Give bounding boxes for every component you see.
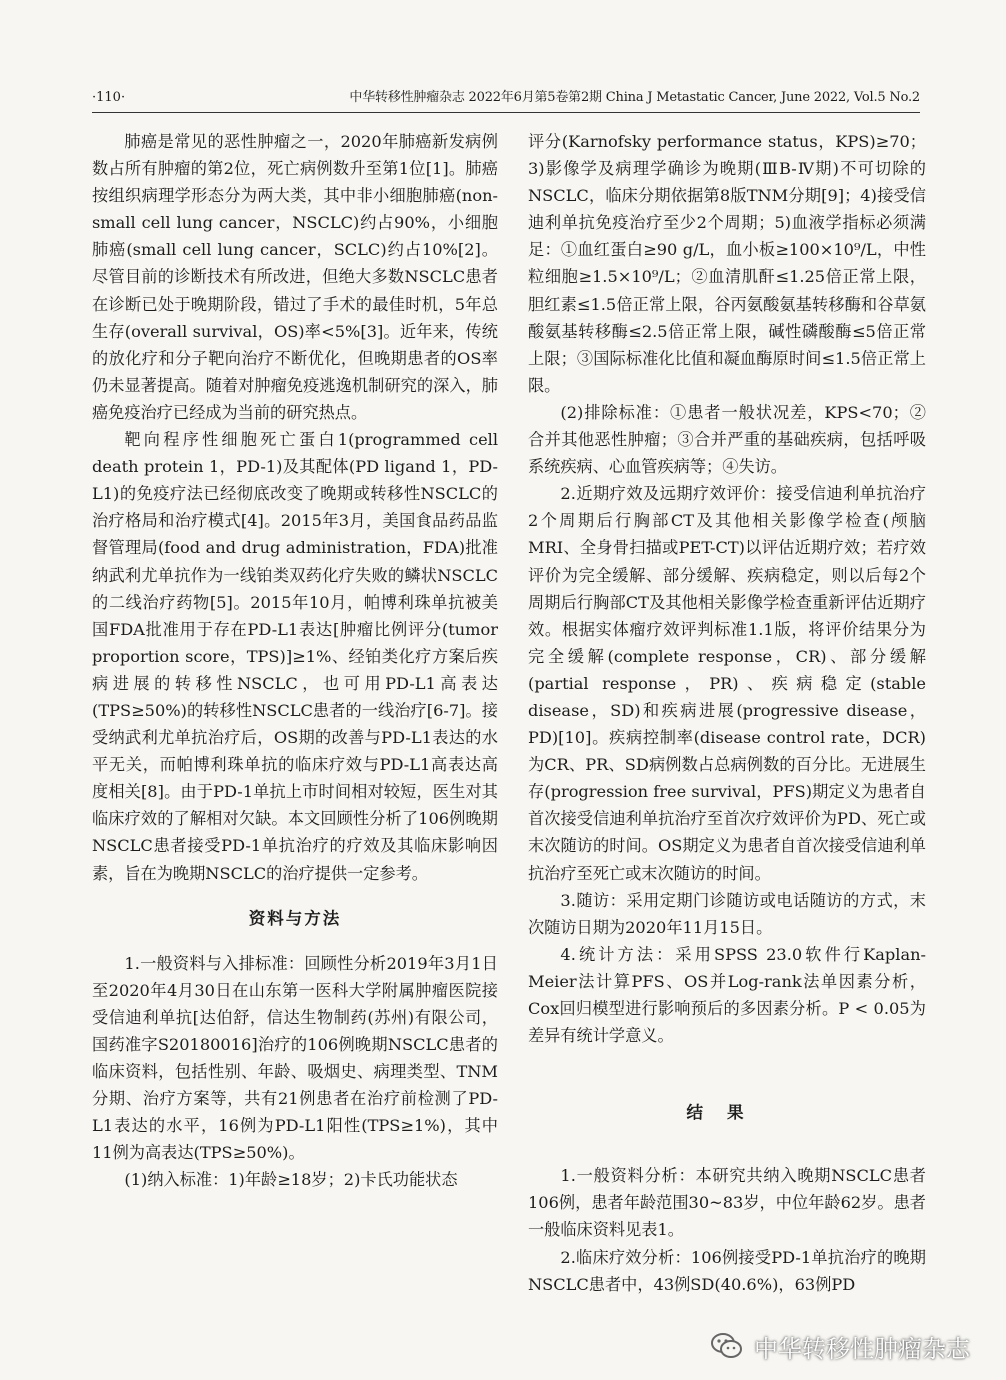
paragraph-exclusion: (2)排除标准：①患者一般状况差，KPS<70；②合并其他恶性肿瘤；③合并严重的基础疾病，包括呼吸系统疾病、心血管疾病等；④失访。	[528, 402, 926, 477]
running-header	[92, 88, 920, 113]
watermark-text: 中华转移性肿瘤杂志	[754, 1334, 970, 1363]
paragraph-pd1-background: 靶向程序性细胞死亡蛋白1(programmed cell death protein 1，PD-1)及其配体(PD ligand 1，PD-L1)的免疫疗法已经彻底改变了晚期或转移性NSCLC的治疗格局和治疗模式[4]。2015年3月，美国食品药品监督管理局(food and drug administration，FDA)批准纳武利尤单抗作为一线铂类双药化疗失败的鳞状NSCLC的二线治疗药物[5]。2015年10月，帕博利珠单抗被美国FDA批准用于存在PD-L1表达[肿瘤比例评分(tumor proportion score，TPS)]≥1%、经铂类化疗方案后疾病进展的转移性NSCLC，也可用PD-L1高表达(TPS≥50%)的转移性NSCLC患者的一线治疗[6-7]。接受纳武利尤单抗治疗后，OS期的改善与PD-L1表达的水平无关，而帕博利珠单抗的临床疗效与PD-L1高表达高度相关[8]。由于PD-1单抗上市时间相对较短，医生对其临床疗效的了解相对欠缺。本文回顾性分析了106例晚期NSCLC患者接受PD-1单抗治疗的疗效及其临床影响因素，旨在为晚期NSCLC的治疗提供一定参考。	[92, 430, 498, 883]
right-column	[528, 128, 926, 1298]
paragraph-general-analysis: 1.一般资料分析：本研究共纳入晚期NSCLC患者106例，患者年龄范围30~83岁，中位年龄62岁。患者一般临床资料见表1。	[528, 1166, 926, 1240]
paragraph-statistics: 4.统计方法：采用SPSS 23.0软件行Kaplan-Meier法计算PFS、OS并Log-rank法单因素分析，Cox回归模型进行影响预后的多因素分析。P < 0.05为差异有统计学意义。	[528, 944, 926, 1046]
wechat-icon	[710, 1331, 744, 1361]
page-number: ·110·	[92, 90, 126, 105]
wechat-watermark	[710, 1326, 970, 1366]
paragraph-followup: 3.随访：采用定期门诊随访或电话随访的方式，末次随访日期为2020年11月15日。	[528, 890, 926, 937]
paragraph-intro: 肺癌是常见的恶性肿瘤之一，2020年肺癌新发病例数占所有肿瘤的第2位，死亡病例数升至第1位[1]。肺癌按组织病理学形态分为两大类，其中非小细胞肺癌(non-small cell lung cancer，NSCLC)约占90%，小细胞肺癌(small cell lung cancer，SCLC)约占10%[2]。尽管目前的诊断技术有所改进，但绝大多数NSCLC患者在诊断已处于晚期阶段，错过了手术的最佳时机，5年总生存(overall survival，OS)率<5%[3]。近年来，传统的放化疗和分子靶向治疗不断优化，但晚期患者的OS率仍未显著提高。随着对肿瘤免疫逃逸机制研究的深入，肺癌免疫治疗已经成为当前的研究热点。	[92, 132, 498, 422]
left-column	[92, 128, 498, 1194]
journal-info: 中华转移性肿瘤杂志 2022年6月第5卷第2期 China J Metastatic Cancer, June 2022, Vol.5 No.2	[349, 90, 920, 105]
paragraph-general-data: 1.一般资料与入排标准：回顾性分析2019年3月1日至2020年4月30日在山东第一医科大学附属肿瘤医院接受信迪利单抗[达伯舒，信达生物制药(苏州)有限公司，国药准字S20180016]治疗的106例晚期NSCLC患者的临床资料，包括性别、年龄、吸烟史、病理类型、TNM分期、治疗方案等，共有21例患者在治疗前检测了PD-L1表达的水平，16例为PD-L1阳性(TPS≥1%)，其中11例为高表达(TPS≥50%)。	[92, 953, 498, 1163]
paragraph-inclusion-cont: 评分(Karnofsky performance status，KPS)≥70；3)影像学及病理学确诊为晚期(ⅢB-Ⅳ期)不可切除的NSCLC，临床分期依据第8版TNM分期[9]；4)接受信迪利单抗免疫治疗至少2个周期；5)血液学指标必须满足：①血红蛋白≥90 g/L，血小板≥100×10⁹/L，中性粒细胞≥1.5×10⁹/L；②血清肌酐≤1.25倍正常上限，胆红素≤1.5倍正常上限，谷丙氨酸氨基转移酶和谷草氨酸氨基转移酶≤2.5倍正常上限，碱性磷酸酶≤5倍正常上限；③国际标准化比值和凝血酶原时间≤1.5倍正常上限。	[528, 132, 926, 395]
section-heading-results: 结果	[686, 1103, 768, 1123]
section-heading-methods: 资料与方法	[248, 908, 342, 928]
paragraph-inclusion-start: (1)纳入标准：1)年龄≥18岁；2)卡氏功能状态	[124, 1170, 458, 1190]
paragraph-clinical-efficacy: 2.临床疗效分析：106例接受PD-1单抗治疗的晚期NSCLC患者中，43例SD(40.6%)，63例PD	[528, 1247, 926, 1294]
paragraph-efficacy-evaluation: 2.近期疗效及远期疗效评价：接受信迪利单抗治疗2个周期后行胸部CT及其他相关影像学检查(颅脑MRI、全身骨扫描或PET-CT)以评估近期疗效；若疗效评价为完全缓解、部分缓解、疾病稳定，则以后每2个周期后行胸部CT及其他相关影像学检查重新评估近期疗效。根据实体瘤疗效评判标准1.1版，将评价结果分为完全缓解(complete response，CR)、部分缓解(partial response，PR)、疾病稳定(stable disease，SD)和疾病进展(progressive disease，PD)[10]。疾病控制率(disease control rate，DCR)为CR、PR、SD病例数占总病例数的百分比。无进展生存(progression free survival，PFS)期定义为患者自首次接受信迪利单抗治疗至首次疗效评价为PD、死亡或末次随访的时间。OS期定义为患者自首次接受信迪利单抗治疗至死亡或末次随访的时间。	[528, 484, 926, 883]
